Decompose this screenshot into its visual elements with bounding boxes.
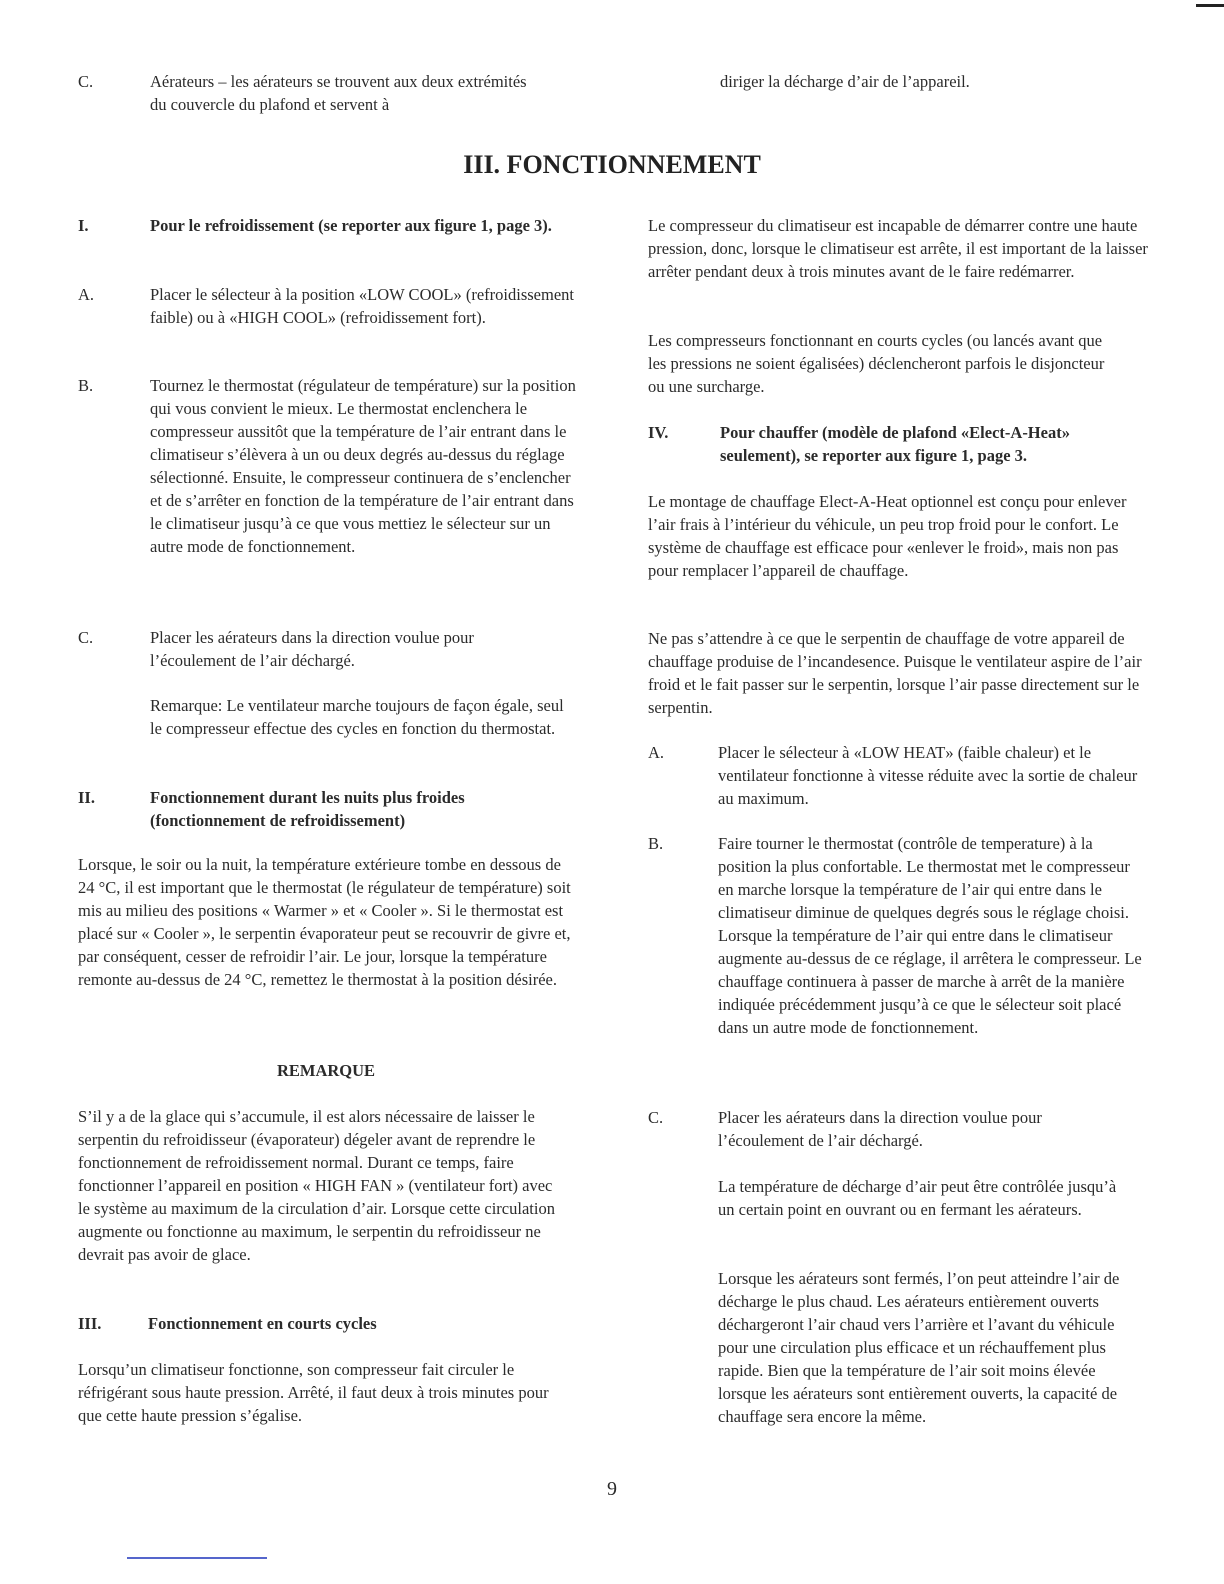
- top-item-c-text: Aérateurs – les aérateurs se trouvent aux deux extrémités du couvercle du plafond et servent à: [150, 72, 527, 114]
- right-item-c-para-3: Lorsque les aérateurs sont fermés, l’on peut atteindre l’air de décharge le plus chaud. Les aérateurs entièrement ouverts déchargeront l’air chaud vers l’arrière et l’avant du véhicule pour une circulation plus efficace et un réchauffement plus rapide. Bien que la température de l’air soit moins élevée lorsque les aérateurs sont entièrement ouverts, la capacité de chauffage sera encore la même.: [718, 1269, 1120, 1426]
- page-number: 9: [607, 1478, 617, 1500]
- right-item-c-para-2: La température de décharge d’air peut être contrôlée jusqu’à un certain point en ouvrant ou en fermant les aérateurs.: [718, 1177, 1117, 1219]
- left-item-c-label: C.: [78, 628, 94, 647]
- section-3-text: Lorsqu’un climatiseur fonctionne, son compresseur fait circuler le réfrigérant sous haute pression. Arrêté, il faut deux à trois minutes pour que cette haute pression s’égalise.: [78, 1360, 549, 1425]
- section-1-title: Pour le refroidissement (se reporter aux figure 1, page 3).: [150, 216, 552, 235]
- remarque-heading: REMARQUE: [276, 1061, 376, 1080]
- left-note: Remarque: Le ventilateur marche toujours de façon égale, seul le compresseur effectue des cycles en fonction du thermostat.: [150, 696, 564, 738]
- left-item-a-text: Placer le sélecteur à la position «LOW COOL» (refroidissement faible) ou à «HIGH COOL» (refroidissement fort).: [150, 285, 574, 327]
- remarque-text: S’il y a de la glace qui s’accumule, il est alors nécessaire de laisser le serpentin du refroidisseur (évaporateur) dégeler avant de reprendre le fonctionnement de refroidissement normal. Durant ce temps, faire fonctionner l’appareil en position « HIGH FAN » (ventilateur fort) avec le système au maximum de la circulation d’air. Lorsque cette circulation augmente ou fonctionne au maximum, le serpentin du refroidisseur ne devrait pas avoir de glace.: [78, 1107, 555, 1264]
- left-item-c-text: Placer les aérateurs dans la direction voulue pour l’écoulement de l’air déchargé.: [150, 628, 474, 670]
- section-4-label: IV.: [648, 423, 669, 442]
- scan-edge-mark: [1196, 4, 1224, 7]
- section-3-title: Fonctionnement en courts cycles: [148, 1314, 377, 1333]
- right-item-a-label: A.: [648, 743, 665, 762]
- bottom-rule: [127, 1557, 267, 1559]
- right-item-c-label: C.: [648, 1108, 664, 1127]
- top-right-text: diriger la décharge d’air de l’appareil.: [720, 72, 970, 91]
- section-2-text: Lorsque, le soir ou la nuit, la température extérieure tombe en dessous de 24 °C, il est important que le thermostat (le régulateur de température) soit mis au milieu des positions « Warmer » et « Cooler ». Si le thermostat est placé sur « Cooler », le serpentin évaporateur peut se recouvrir de givre et, par conséquent, cesser de refroidir l’air. Le jour, lorsque la température remonte au-dessus de 24 °C, remettez le thermostat à la position désirée.: [78, 855, 571, 989]
- section-title: III. FONCTIONNEMENT: [463, 150, 761, 179]
- right-item-a-text: Placer le sélecteur à «LOW HEAT» (faible chaleur) et le ventilateur fonctionne à vitesse réduite avec la sortie de chaleur au maximum.: [718, 743, 1138, 808]
- right-item-b-text: Faire tourner le thermostat (contrôle de temperature) à la position la plus confortable. Le thermostat met le compresseur en marche lorsque la température de l’air qui entre dans le climatiseur diminue de quelques degrés sous le réglage choisi. Lorsque la température de l’air qui entre dans le climatiseur augmente au-dessus de ce réglage, il arrêtera le compresseur. Le chauffage continuera à passer de marche à arrêt de la manière indiquée précédemment jusqu’à ce que le sélecteur soit placé dans un autre mode de fonctionnement.: [718, 834, 1142, 1037]
- right-para-2: Les compresseurs fonctionnant en courts cycles (ou lancés avant que les pressions ne soient égalisées) déclencheront parfois le disjoncteur ou une surcharge.: [648, 331, 1105, 396]
- section-3-label: III.: [78, 1314, 102, 1333]
- top-item-c-label: C.: [78, 72, 94, 91]
- section-2-label: II.: [78, 788, 95, 807]
- left-item-a-label: A.: [78, 285, 95, 304]
- right-item-b-label: B.: [648, 834, 664, 853]
- section-2-title: Fonctionnement durant les nuits plus froides (fonctionnement de refroidissement): [150, 788, 465, 830]
- section-1-label: I.: [78, 216, 89, 235]
- section-4-title: Pour chauffer (modèle de plafond «Elect-A-Heat» seulement), se reporter aux figure 1, page 3.: [720, 423, 1070, 465]
- left-item-b-label: B.: [78, 376, 94, 395]
- right-para-1: Le compresseur du climatiseur est incapable de démarrer contre une haute pression, donc, lorsque le climatiseur est arrête, il est important de la laisser arrêter pendant deux à trois minutes avant de le faire redémarrer.: [648, 216, 1148, 281]
- left-item-b-text: Tournez le thermostat (régulateur de température) sur la position qui vous convient le mieux. Le thermostat enclenchera le compresseur aussitôt que la température de l’air entrant dans le climatiseur s’élèvera à un ou deux degrés au-dessus du réglage sélectionné. Ensuite, le compresseur continuera de s’enclencher et de s’arrêter en fonction de la température de l’air entrant dans le climatiseur jusqu’à ce que vous mettiez le sélecteur sur un autre mode de fonctionnement.: [150, 376, 576, 556]
- right-para-4: Ne pas s’attendre à ce que le serpentin de chauffage de votre appareil de chauffage produise de l’incandesence. Puisque le ventilateur aspire de l’air froid et le fait passer sur le serpentin, lorsque l’air passe directement sur le serpentin.: [648, 629, 1142, 717]
- right-para-3: Le montage de chauffage Elect-A-Heat optionnel est conçu pour enlever l’air frais à l’intérieur du véhicule, un peu trop froid pour le confort. Le système de chauffage est efficace pour «enlever le froid», mais non pas pour remplacer l’appareil de chauffage.: [648, 492, 1127, 580]
- right-item-c-text: Placer les aérateurs dans la direction voulue pour l’écoulement de l’air déchargé.: [718, 1108, 1042, 1150]
